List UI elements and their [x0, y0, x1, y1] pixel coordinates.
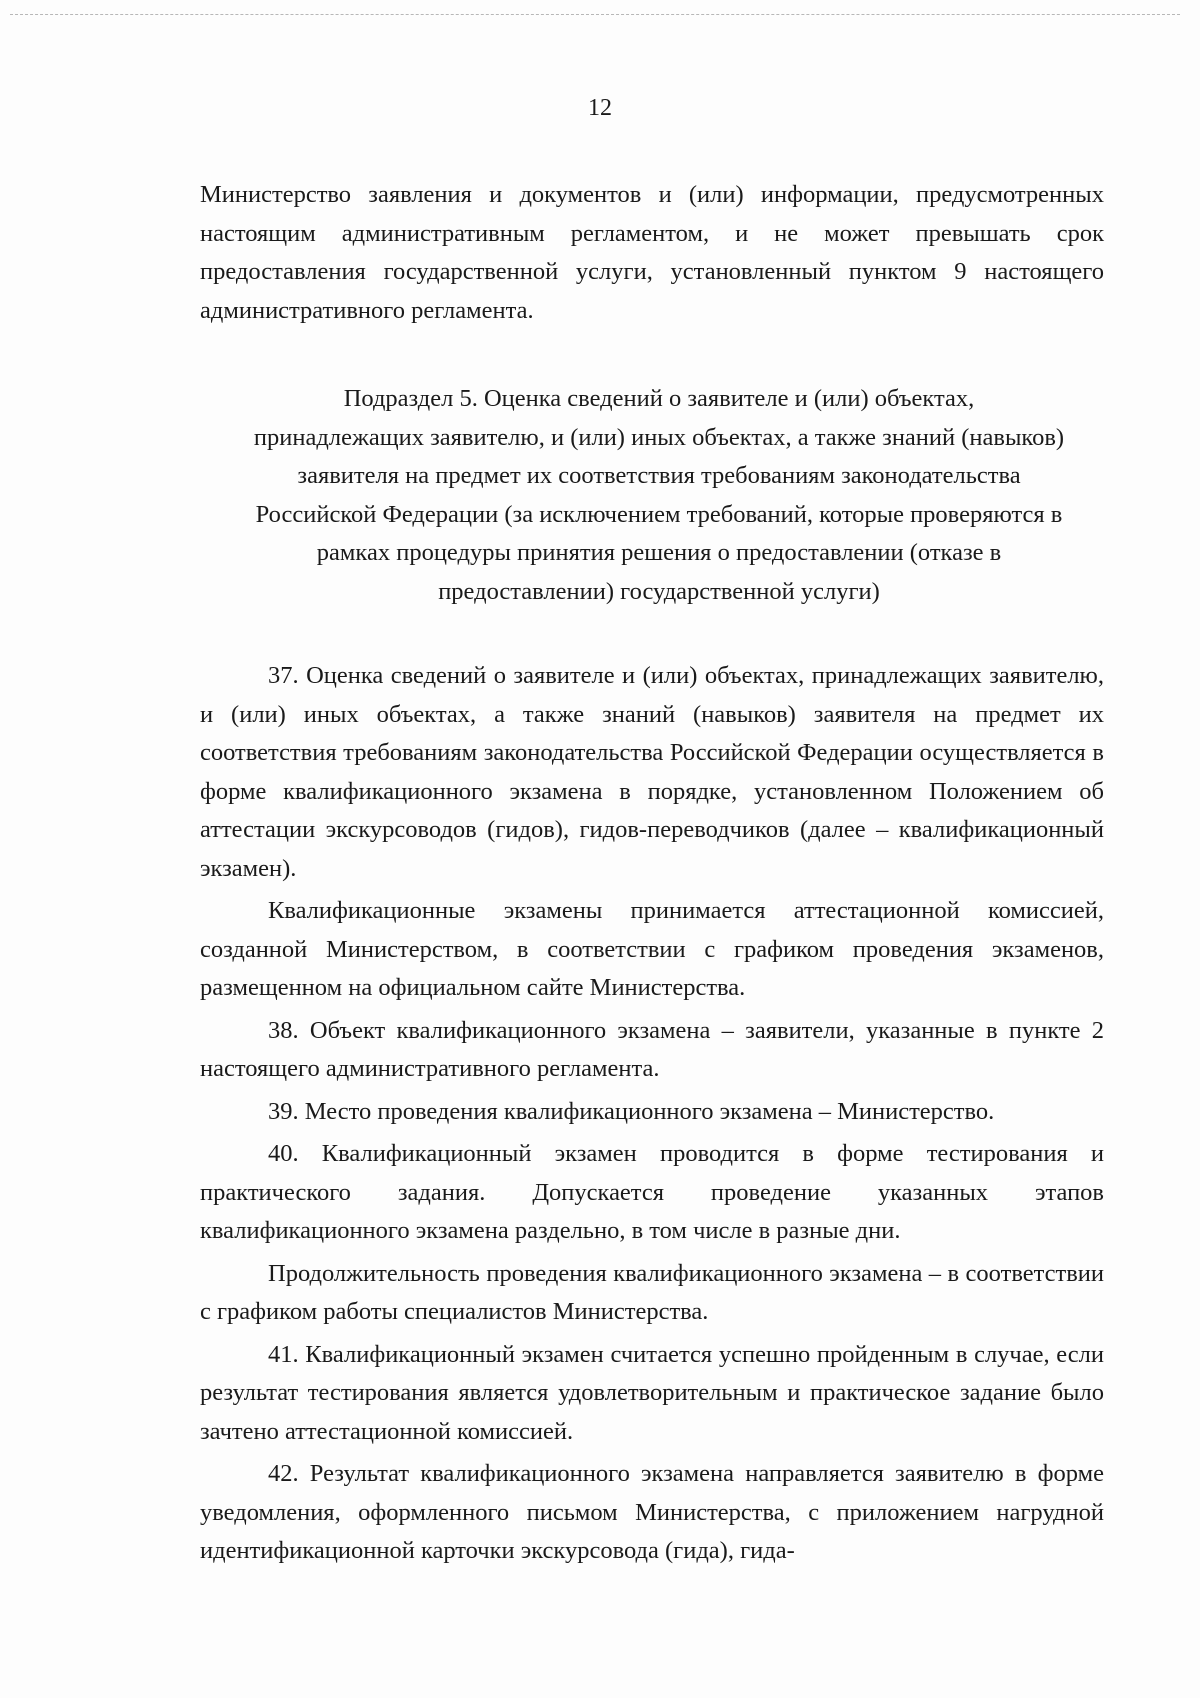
page-number: 12	[588, 95, 612, 121]
paragraph-38: 38. Объект квалификационного экзамена – заявители, указанные в пункте 2 настоящего административного регламента.	[200, 1016, 1104, 1082]
paragraph-41: 41. Квалификационный экзамен считается успешно пройденным в случае, если результат тестирования является удовлетворительным и практическое задание было зачтено аттестационной комиссией.	[200, 1340, 1104, 1445]
subsection-title-line: Российской Федерации (за исключением требований, которые проверяются в	[255, 500, 1063, 528]
subsection-title-line: предоставлении) государственной услуги)	[438, 577, 880, 605]
paragraph-40: 40. Квалификационный экзамен проводится в форме тестирования и практического задания. Допускается проведение указанных этапов квалификационного экзамена раздельно, в том числе в разные дни.	[200, 1140, 1104, 1244]
paragraph-42: 42. Результат квалификационного экзамена направляется заявителю в форме уведомления, оформленного письмом Министерства, с приложением нагрудной идентификационной карточки экскурсовода (гида), гида-	[200, 1460, 1104, 1564]
subsection-title	[200, 380, 1104, 611]
subsection-title-line: принадлежащих заявителю, и (или) иных объектах, а также знаний (навыков)	[253, 423, 1065, 451]
paragraph-39: 39. Место проведения квалификационного экзамена – Министерство.	[268, 1097, 995, 1125]
paragraph-40-duration: Продолжительность проведения квалификационного экзамена – в соответствии с графиком работы специалистов Министерства.	[200, 1259, 1104, 1325]
intro-paragraph: Министерство заявления и документов и (или) информации, предусмотренных настоящим административным регламентом, и не может превышать срок предоставления государственной услуги, установленный пунктом 9 настоящего административного регламента.	[200, 181, 1104, 324]
subsection-title-line: Подраздел 5. Оценка сведений о заявителе и (или) объектах,	[343, 385, 975, 412]
paragraph-37: 37. Оценка сведений о заявителе и (или) объектах, принадлежащих заявителю, и (или) иных объектах, а также знаний (навыков) заявителя на предмет их соответствия требованиям законодательства Российской Федерации осуществляется в форме квалификационного экзамена в порядке, установленном Положением об аттестации экскурсоводов (гидов), гидов-переводчиков (далее – квалификационный экзамен).	[200, 662, 1104, 882]
document-body	[200, 176, 1104, 1571]
paragraph-37-exams: Квалификационные экзамены принимается аттестационной комиссией, созданной Министерством, в соответствии с графиком проведения экзаменов, размещенном на официальном сайте Министерства.	[200, 897, 1104, 1001]
scan-top-edge	[10, 14, 1180, 15]
subsection-title-line: заявителя на предмет их соответствия требованиям законодательства	[297, 462, 1021, 489]
subsection-title-line: рамках процедуры принятия решения о предоставлении (отказе в	[316, 539, 1002, 566]
